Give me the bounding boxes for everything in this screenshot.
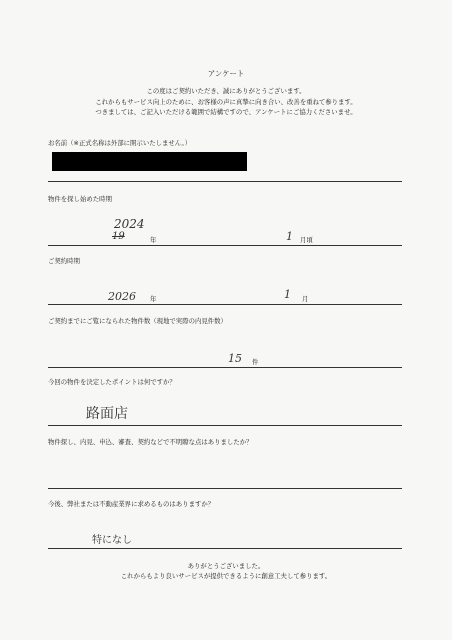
unit-year-2: 年 [150, 295, 157, 303]
answer-request: 特になし [92, 535, 132, 546]
question-decision: 今回の物件を決定したポイントは何ですか？ [48, 378, 176, 386]
viewed-line [48, 367, 402, 368]
question-unclear: 物件探し、内見、申込、審査、契約などで不明瞭な点はありましたか？ [48, 438, 253, 446]
unit-count: 件 [252, 358, 259, 366]
intro-line-1: この度はご契約いただき、誠にありがとうございます。 [146, 87, 306, 95]
request-line [48, 548, 402, 549]
answer-search-start-month: 1 [286, 230, 293, 243]
contract-line [48, 304, 402, 305]
question-request: 今後、弊社または不動産業界に求めるものはありますか？ [48, 500, 215, 508]
answer-viewed: 15 [228, 352, 242, 365]
search-start-line [48, 245, 402, 246]
unit-year: 年 [150, 236, 157, 244]
question-name: お名前（※正式名称は外部に開示いたしません。） [48, 139, 192, 147]
name-line [48, 181, 402, 182]
intro-line-2: これからもサービス向上のために、お客様の声に真摯に向き合い、改善を重ねて参ります。 [95, 97, 357, 106]
answer-contract-year: 2026 [108, 290, 136, 303]
closing-line-2: これからもより良いサービスが提供できるように創意工夫して参ります。 [120, 572, 332, 580]
unit-month-approx: 月頃 [300, 236, 313, 244]
answer-contract-month: 1 [284, 288, 291, 301]
unit-month: 月 [302, 295, 309, 303]
closing-line-1: ありがとうございました。 [187, 562, 265, 570]
question-viewed: ご契約までにご覧になられた物件数（現地で実際の内見件数） [48, 317, 227, 325]
intro-text [20, 86, 432, 118]
intro-line-3: つきましては、ご記入いただける範囲で結構ですので、アンケートにご協力くださいませ。 [95, 108, 357, 116]
redacted-name [52, 152, 247, 171]
answer-search-start-year: 2024 [114, 217, 145, 231]
question-contract: ご契約時期 [48, 257, 80, 265]
closing-text [0, 561, 452, 581]
answer-search-start-year-struck: 19 [112, 231, 125, 242]
survey-title: アンケート [207, 69, 245, 78]
answer-decision: 路面店 [86, 406, 128, 422]
unclear-line [48, 488, 402, 489]
question-search-start: 物件を探し始めた時期 [48, 195, 112, 203]
decision-line [48, 425, 402, 426]
